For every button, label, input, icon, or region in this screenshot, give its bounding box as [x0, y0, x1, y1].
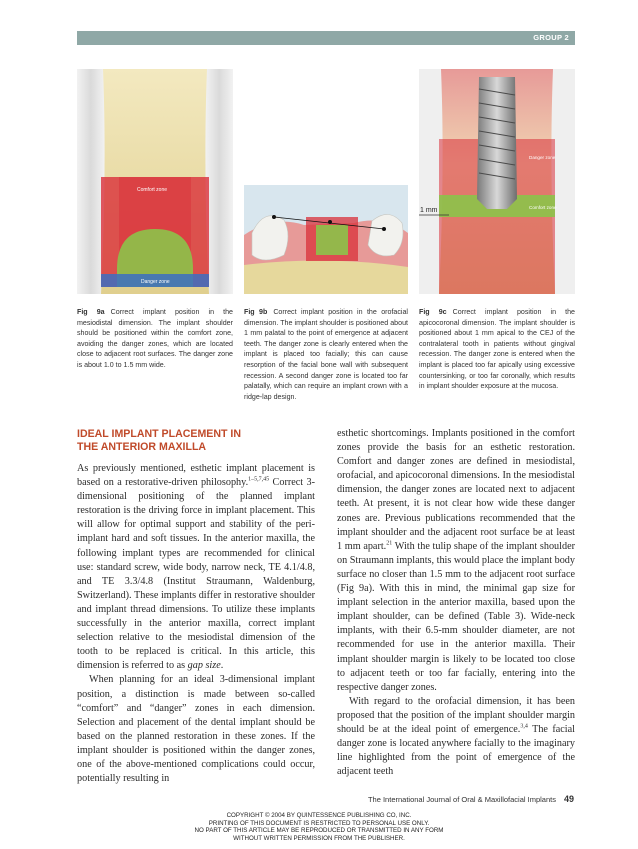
copyright-notice	[0, 812, 638, 842]
fig9c-danger-zone-label: Danger zone	[529, 155, 556, 160]
paragraph	[77, 462, 315, 673]
figure-9c-caption-text: Correct implant position in the apicocoronal dimension. The implant shoulder is positioned about 1 mm apical to the CEJ of the contralateral tooth in patients without gingival recession. The danger zone is entered when the implant is placed too far apically using excessive countersinking, or too far coronally, which results in implant shoulder exposure at the mucosa.	[419, 308, 576, 391]
article-column-right	[337, 427, 575, 779]
section-title-line-1: IDEAL IMPLANT PLACEMENT IN	[77, 428, 242, 440]
figure-9a-illustration	[77, 69, 233, 294]
section-title-line-2: THE ANTERIOR MAXILLA	[77, 441, 207, 453]
figure-9b-caption-text: Correct implant position in the orofacial dimension. The implant shoulder is positioned about 1 mm palatal to the point of emergence at adjacent teeth. The danger zone is clearly entered when the implant is placed too facially; this can cause resorption of the facial bone wall with subsequent recession. A second danger zone is located too far palatally, which can require an implant crown with a ridge-lap design.	[244, 308, 409, 401]
paragraph	[337, 695, 575, 780]
fig9a-danger-zone-label: Danger zone	[141, 279, 170, 285]
paragraph: When planning for an ideal 3-dimensional implant position, a distinction is made between so-called “comfort” and “danger” zones in each dimension. Selection and placement of the dental implant should be based on the planned restoration in these zones. If the implant shoulder is positioned within the danger zones, one of the above-mentioned complications could occur, potentially resulting in	[77, 674, 315, 785]
figure-9c-label: Fig 9c	[419, 308, 447, 316]
citation-superscript: 3,4	[520, 723, 528, 730]
fig9a-comfort-zone-label: Comfort zone	[137, 187, 168, 193]
journal-name: The International Journal of Oral & Maxillofacial Implants	[367, 795, 556, 804]
paragraph-text: The facial danger zone is located anywhere facially to the imaginary line highlighted from the point of emergence of the adjacent teeth	[337, 723, 575, 778]
fig9c-comfort-zone-label: Comfort zone	[529, 205, 557, 210]
figure-9a-caption-text: Correct implant position in the mesiodistal dimension. The implant shoulder should be positioned within the comfort zone, avoiding the danger zones, which are located close to adjacent root surfaces. The danger zone is about 1.0 to 1.5 mm wide.	[77, 308, 234, 369]
group-label: GROUP 2	[533, 33, 569, 42]
figure-9a-caption	[77, 307, 233, 371]
figure-9c-caption	[419, 307, 575, 392]
copyright-line: PRINTING OF THIS DOCUMENT IS RESTRICTED TO PERSONAL USE ONLY.	[208, 819, 430, 827]
citation-superscript: 1–5,7,45	[248, 476, 270, 483]
citation-superscript: 21	[386, 540, 393, 547]
copyright-line: COPYRIGHT © 2004 BY QUINTESSENCE PUBLISHING CO, INC.	[226, 812, 412, 819]
emphasized-term: gap size	[187, 660, 221, 672]
running-footer	[368, 794, 574, 804]
paragraph-text: With regard to the orofacial dimension, it has been proposed that the position of the implant shoulder margin should be at the ideal point of emergence.	[337, 695, 575, 735]
paragraph-text: Correct 3-dimensional positioning of the planned implant restoration is the driving force in implant placement. This will allow for optimal support and stability of the peri-implant hard and soft tissues. In the anterior maxilla, the following implant types are recommended for clinical use: standard screw, wide body, narrow neck, TE 4.1/4.8, and TE 3.3/4.8 (Institut Straumann, Waldenburg, Switzerland). These implants differ in restorative shoulder and implant thread dimensions. To utilize these implants successfully in the anterior maxilla, correct implant selection relative to the mesiodistal dimension of the tooth to be replaced is critical. In this article, this dimension is referred to as	[77, 477, 315, 672]
figure-9b-label: Fig 9b	[244, 308, 268, 316]
group-header-bar	[77, 31, 575, 45]
copyright-line: NO PART OF THIS ARTICLE MAY BE REPRODUCED OR TRANSMITTED IN ANY FORM	[194, 827, 444, 835]
figure-9c-illustration	[419, 69, 575, 294]
copyright-line: WITHOUT WRITTEN PERMISSION FROM THE PUBLISHER.	[233, 834, 405, 842]
figure-9b-caption	[244, 307, 408, 402]
article-column-left	[77, 462, 315, 786]
figure-9a-label: Fig 9a	[77, 308, 105, 316]
paragraph-text: As previously mentioned, esthetic implant placement is based on a restorative-driven philosophy.	[77, 463, 315, 489]
paragraph-text: .	[220, 660, 224, 672]
section-title	[77, 428, 317, 454]
paragraph-text: esthetic shortcomings. Implants positioned in the comfort zones provide the basis for an esthetic restoration. Comfort and danger zones are defined in mesiodistal, orofacial, and apicocoronal dimensions. In the mesiodistal dimension, the danger zones are located next to adjacent teeth. At present, it is not clear how wide these danger zones are. Previous publications recommended that the implant shoulder and the adjacent root surface be at least 1 mm apart.	[337, 428, 575, 552]
figure-9b-illustration	[244, 185, 408, 294]
page-number: 49	[563, 794, 574, 804]
paragraph	[337, 427, 575, 695]
fig9c-measurement-label: 1 mm	[420, 207, 438, 214]
paragraph-text: With the tulip shape of the implant shoulder on Straumann implants, this would place the implant body surface no closer than 1.5 mm to the adjacent root surface (Fig 9a). With this in mind, the minimal gap size for implant selection in the anterior maxilla, based upon the implant shoulder, can be defined (Table 3). Wide-neck implants, with their 6.5-mm shoulder diameter, are not recommended for use in the anterior maxilla. Their implant shoulder margin is likely to be located too close to adjacent teeth or too far facially, entering into the respective danger zones.	[337, 540, 575, 693]
